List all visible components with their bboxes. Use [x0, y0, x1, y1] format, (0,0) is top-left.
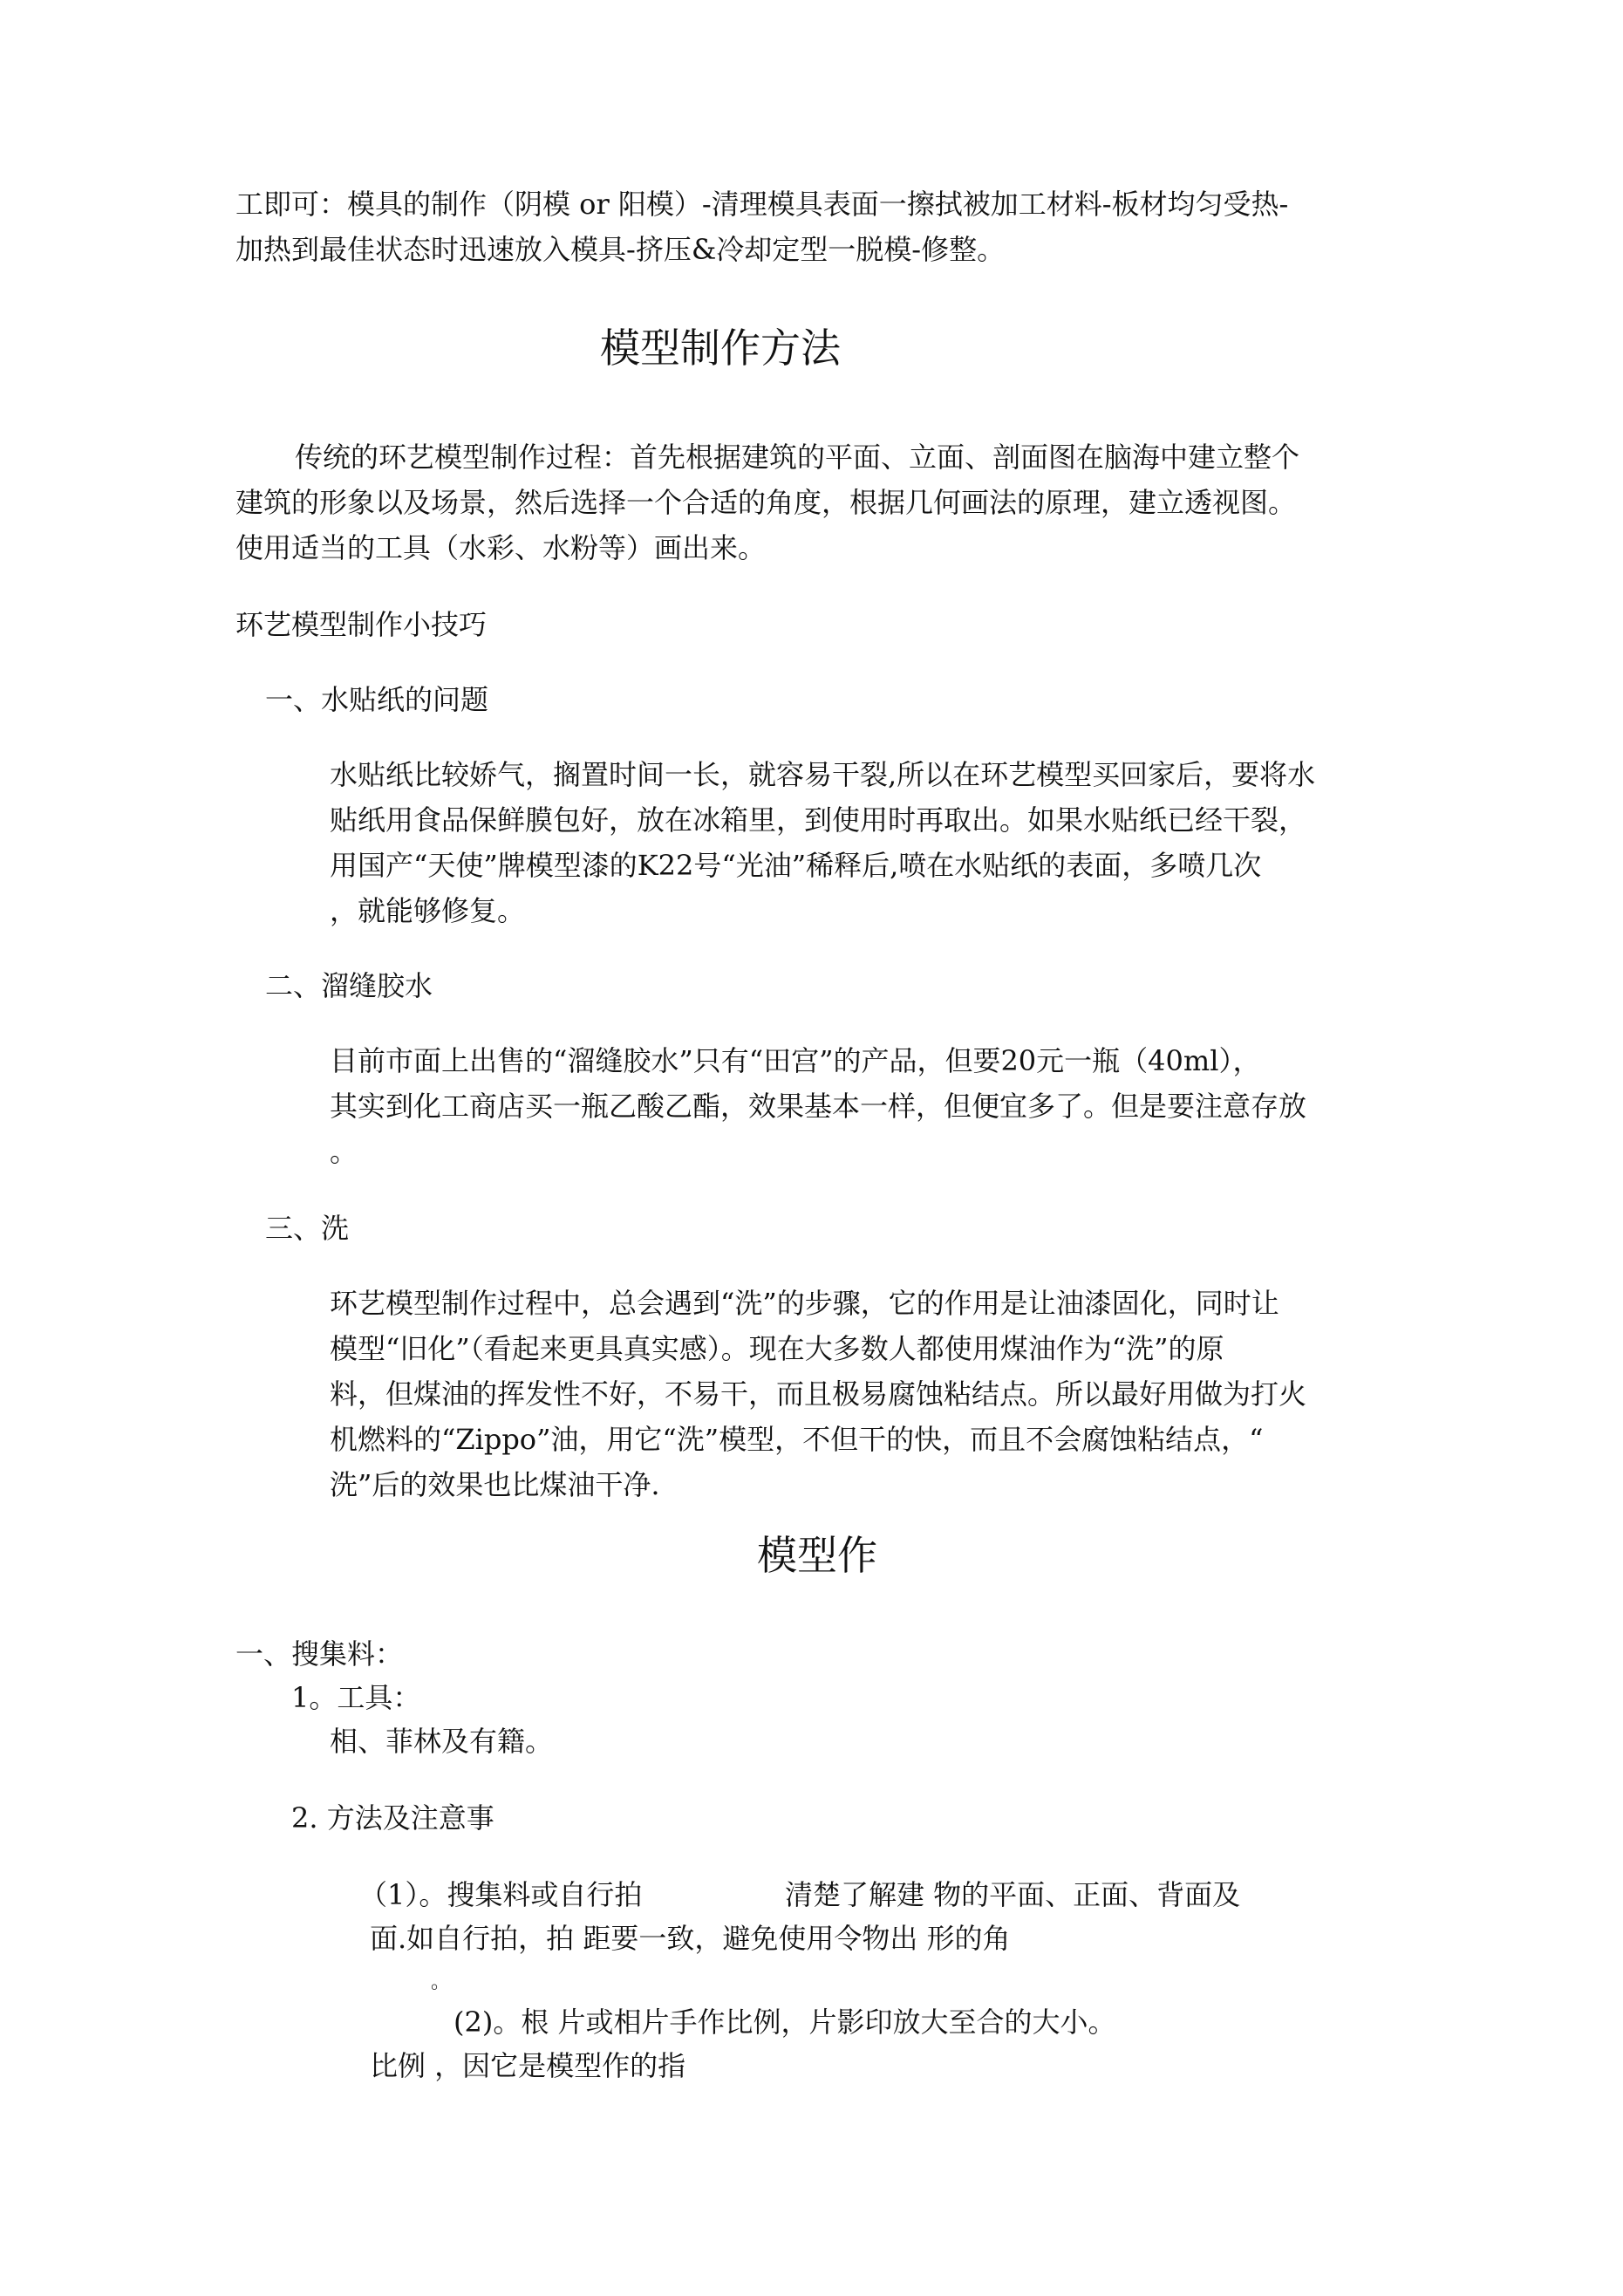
- section-title-model-making-methods: 模型制作方法: [600, 325, 841, 372]
- tips-heading: 环艺模型制作小技巧: [235, 608, 488, 641]
- tip-3-line-4: 机燃料的“Zippo”油，用它“洗”模型，不但干的快，而且不会腐蚀粘结点，“: [330, 1423, 1264, 1456]
- paragraph-line-2: 建筑的形象以及场景，然后选择一个合适的角度，根据几何画法的原理，建立透视图。: [235, 486, 1297, 519]
- collect-heading: 一、搜集料：: [235, 1637, 404, 1671]
- tip-3-heading: 三、洗: [265, 1212, 350, 1245]
- stray-dot: 。: [431, 1971, 451, 1993]
- tip-1-line-3: 用国产“天使”牌模型漆的K22号“光油”稀释后,喷在水贴纸的表面，多喷几次: [330, 849, 1262, 882]
- method-label: 2. 方法及注意事: [291, 1801, 494, 1835]
- tip-1-line-1: 水贴纸比较娇气，搁置时间一长，就容易干裂,所以在环艺模型买回家后，要将水: [330, 758, 1316, 791]
- step-2: (2)。根 片或相片手作比例，片影印放大至合的大小。: [453, 2006, 1116, 2039]
- step-1-part-b: 清楚了解建 物的平面、正面、背面及: [785, 1878, 1241, 1911]
- intro-line-1: 工即可：模具的制作（阴模 or 阳模）-清理模具表面一擦拭被加工材料-板材均匀受热-: [235, 188, 1289, 221]
- paragraph-line-3: 使用适当的工具（水彩、水粉等）画出来。: [235, 531, 767, 564]
- step-1-part-c: 面.如自行拍，拍 距要一致，避免使用令物出 形的角: [370, 1922, 1011, 1955]
- section-title-model-work: 模型作: [757, 1532, 877, 1579]
- tip-3-line-2: 模型“旧化”（看起来更具真实感）。现在大多数人都使用煤油作为“洗”的原: [330, 1332, 1224, 1365]
- tip-3-line-3: 料，但煤油的挥发性不好，不易干，而且极易腐蚀粘结点。所以最好用做为打火: [330, 1377, 1307, 1411]
- tip-2-line-2: 其实到化工商店买一瓶乙酸乙酯，效果基本一样，但便宜多了。但是要注意存放: [330, 1090, 1307, 1123]
- tip-2-line-3: 。: [330, 1135, 358, 1168]
- tools-label: 1。工具：: [291, 1681, 421, 1714]
- step-1-part-a: （1）。搜集料或自行拍: [359, 1878, 643, 1911]
- tip-2-line-1: 目前市面上出售的“溜缝胶水”只有“田宫”的产品，但要20元一瓶（40ml），: [330, 1044, 1261, 1077]
- tip-1-heading: 一、水贴纸的问题: [265, 683, 489, 716]
- intro-line-2: 加热到最佳状态时迅速放入模具-挤压&冷却定型一脱模-修整。: [235, 233, 1006, 266]
- tip-1-line-4: ，就能够修复。: [330, 894, 526, 927]
- tools-text: 相、菲林及有籍。: [330, 1725, 554, 1758]
- tip-3-line-1: 环艺模型制作过程中，总会遇到“洗”的步骤，它的作用是让油漆固化，同时让: [330, 1287, 1279, 1320]
- tip-1-line-2: 贴纸用食品保鲜膜包好，放在冰箱里，到使用时再取出。如果水贴纸已经干裂，: [330, 803, 1307, 837]
- tip-2-heading: 二、溜缝胶水: [265, 969, 433, 1002]
- step-2-continued: 比例 ，因它是模型作的指: [370, 2049, 686, 2082]
- tip-3-line-5: 洗”后的效果也比煤油干净.: [330, 1468, 660, 1501]
- paragraph-line-1: 传统的环艺模型制作过程：首先根据建筑的平面、立面、剖面图在脑海中建立整个: [295, 441, 1300, 474]
